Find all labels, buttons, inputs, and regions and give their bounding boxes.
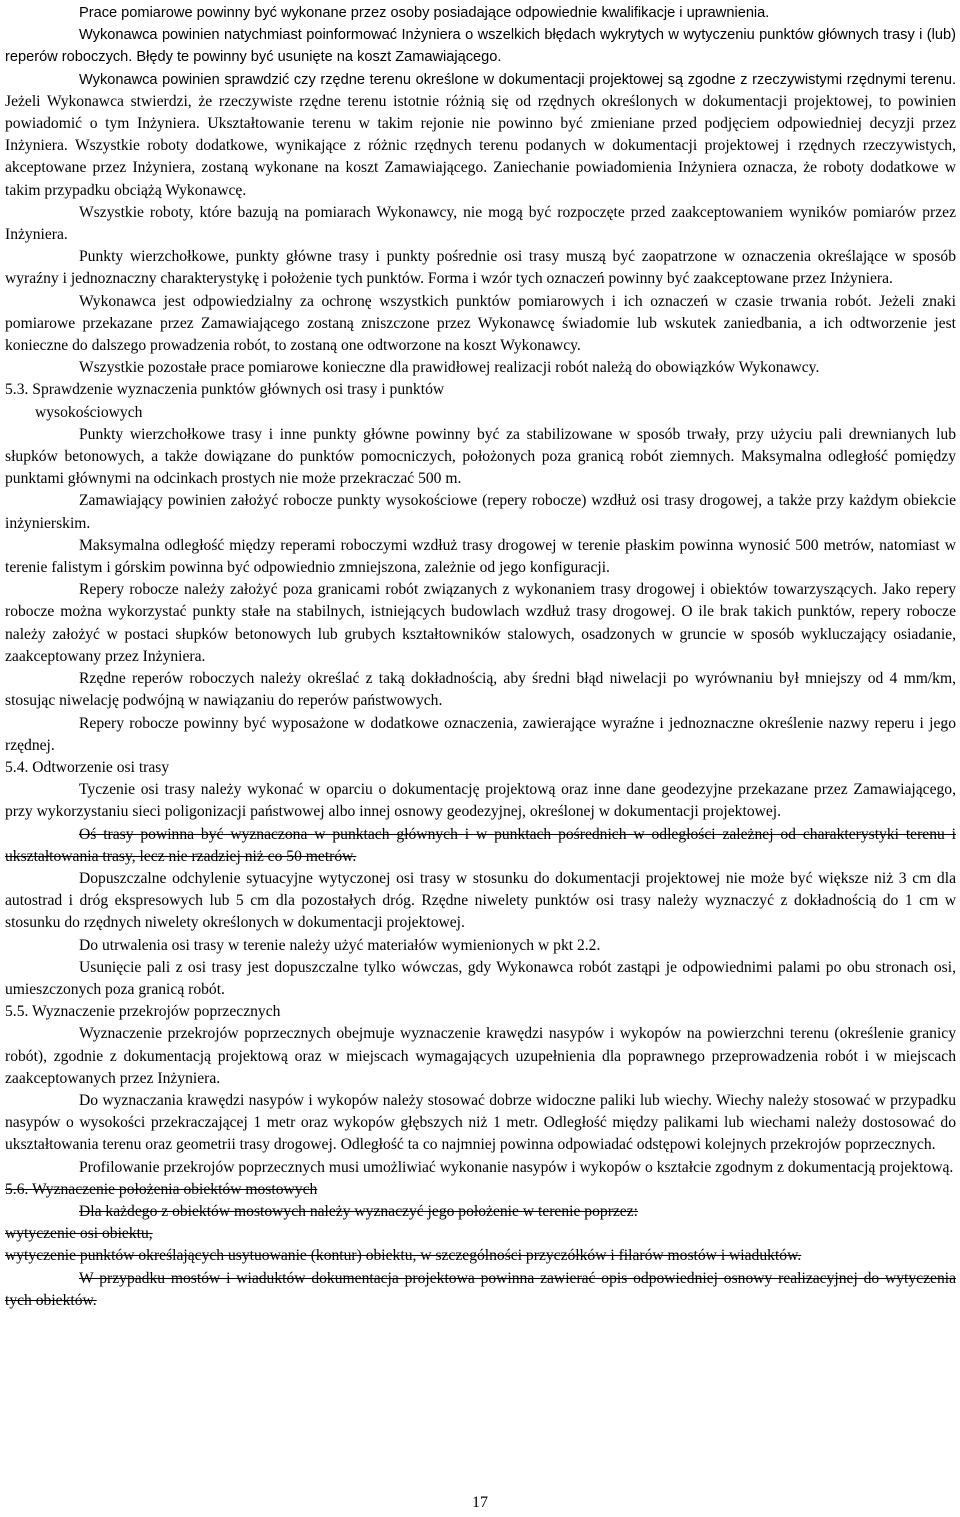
- paragraph: Wykonawca jest odpowiedzialny za ochronę wszystkich punktów pomiarowych i ich oznaczeń w czasie trwania robót. Jeżeli znaki pomiarowe przekazane przez Zamawiającego zostaną zniszczone przez Wykonawcę świadomie lub wskutek zaniedbania, a ich odtworzenie jest konieczne do dalszego prowadzenia robót, to zostaną one odtworzone na koszt Wykonawcy.: [5, 292, 956, 355]
- struck-paragraph: Dla każdego z obiektów mostowych należy wyznaczyć jego położenie w terenie poprzez:: [79, 1202, 638, 1220]
- paragraph: Tyczenie osi trasy należy wykonać w oparciu o dokumentację projektową oraz inne dane geodezyjne przekazane przez Zamawiającego, przy wykorzystaniu sieci poligonizacji państwowej albo innej osnowy geodezyjnej, określonej w dokumentacji projektowej.: [5, 781, 956, 821]
- paragraph: Zamawiający powinien założyć robocze punkty wysokościowe (repery robocze) wzdłuż osi trasy drogowej, a także przy każdym obiekcie inżynierskim.: [5, 492, 956, 532]
- paragraph: Dopuszczalne odchylenie sytuacyjne wytyczonej osi trasy w stosunku do dokumentacji projektowej nie może być większe niż 3 cm dla autostrad i dróg ekspresowych lub 5 cm dla pozostałych dróg. Rzędne niwelety punktów osi trasy należy wyznaczyć z dokładnością do 1 cm w stosunku do rzędnych niwelety określonych w dokumentacji projektowej.: [5, 869, 956, 932]
- struck-paragraph: W przypadku mostów i wiaduktów dokumentacja projektowa powinna zawierać opis odpowiedniej osnowy realizacyjnej do wytyczenia tych obiektów.: [5, 1269, 956, 1309]
- paragraph-text: Wykonawca powinien natychmiast poinformować Inżyniera o wszelkich błędach wykrytych w wytyczeniu punktów głównych trasy i (lub) reperów roboczych.: [5, 27, 956, 66]
- paragraph-text: Błędy te powinny być usunięte na koszt Zamawiającego.: [132, 49, 502, 66]
- section-heading: 5.5. Wyznaczenie przekrojów poprzecznych: [5, 1003, 281, 1021]
- paragraph: Wszystkie roboty, które bazują na pomiarach Wykonawcy, nie mogą być rozpoczęte przed zaakceptowaniem wyników pomiarów przez Inżyniera.: [5, 203, 956, 244]
- struck-list-item: wytyczenie punktów określających usytuowanie (kontur) obiektu, w szczególności przyczółków i filarów mostów i wiaduktów.: [5, 1247, 802, 1265]
- paragraph: Rzędne reperów roboczych należy określać z taką dokładnością, aby średni błąd niwelacji po wyrównaniu był mniejszy od 4 mm/km, stosując niwelację podwójną w nawiązaniu do reperów państwowych.: [5, 670, 956, 710]
- paragraph: Wyznaczenie przekrojów poprzecznych obejmuje wyznaczenie krawędzi nasypów i wykopów na powierzchni terenu (określenie granicy robót), zgodnie z dokumentacją projektową oraz w miejscach wymagających uzupełnienia dla poprawnego przeprowadzenia robót i w miejscach zaakceptowanych przez Inżyniera.: [5, 1025, 956, 1087]
- section-heading: 5.4. Odtworzenie osi trasy: [5, 758, 170, 776]
- paragraph-text: Wykonawca powinien sprawdzić czy rzędne terenu określone w dokumentacji projektowej są zgodne z rzeczywistymi rzędnymi terenu.: [79, 71, 956, 88]
- paragraph: Repery robocze należy założyć poza granicami robót związanych z wykonaniem trasy drogowej i obiektów towarzyszących. Jako repery robocze można wykorzystać punkty stałe na stabilnych, istniejących budowlach wzdłuż trasy drogowej. O ile brak takich punktów, repery robocze należy założyć w postaci słupków betonowych lub grubych kształtowników stalowych, osadzonych w gruncie w sposób wykluczający osiadanie, zaakceptowany przez Inżyniera.: [5, 581, 956, 665]
- struck-paragraph: Oś trasy powinna być wyznaczona w punktach głównych i w punktach pośrednich w odległości zależnej od charakterystyki terenu i ukształtowania trasy, lecz nie rzadziej niż co 50 metrów.: [5, 825, 956, 865]
- paragraph: Wszystkie pozostałe prace pomiarowe konieczne dla prawidłowej realizacji robót należą do obowiązków Wykonawcy.: [79, 359, 820, 377]
- section-heading-continued: wysokościowych: [35, 403, 143, 421]
- paragraph: Do utrwalenia osi trasy w terenie należy użyć materiałów wymienionych w pkt 2.2.: [79, 936, 601, 954]
- struck-section-heading: 5.6. Wyznaczenie położenia obiektów mostowych: [5, 1180, 318, 1198]
- paragraph: Profilowanie przekrojów poprzecznych musi umożliwiać wykonanie nasypów i wykopów o kształcie zgodnym z dokumentacją projektową.: [79, 1158, 954, 1176]
- paragraph: [5, 69, 956, 202]
- struck-list-item: wytyczenie osi obiektu,: [5, 1225, 153, 1243]
- paragraph: Punkty wierzchołkowe, punkty główne trasy i punkty pośrednie osi trasy muszą być zaopatrzone w oznaczenia określające w sposób wyraźny i jednoznaczny charakterystykę i położenie tych punktów. Forma i wzór tych oznaczeń powinny być zaakceptowane przez Inżyniera.: [5, 248, 956, 288]
- paragraph: Do wyznaczania krawędzi nasypów i wykopów należy stosować dobrze widoczne paliki lub wiechy. Wiechy należy stosować w przypadku nasypów o wysokości przekraczającej 1 metr oraz wykopów głębszych niż 1 metr. Odległość między palikami lub wiechami należy dostosować do ukształtowania terenu oraz geometrii trasy drogowej. Odległość ta co najmniej powinna odpowiadać odstępowi kolejnych przekrojów poprzecznych.: [5, 1091, 956, 1154]
- paragraph: [5, 24, 956, 68]
- section-heading: 5.3. Sprawdzenie wyznaczenia punktów głównych osi trasy i punktów: [5, 381, 445, 399]
- paragraph: Maksymalna odległość między reperami roboczymi wzdłuż trasy drogowej w terenie płaskim powinna wynosić 500 metrów, natomiast w terenie falistym i górskim powinna być odpowiednio zmniejszona, zależnie od jego konfiguracji.: [5, 536, 956, 577]
- paragraph-text: Jeżeli Wykonawca stwierdzi, że rzeczywiste rzędne terenu istotnie różnią się od rzędnych określonych w dokumentacji projektowej, to powinien powiadomić o tym Inżyniera. Ukształtowanie terenu w takim rejonie nie powinno być zmieniane przed podjęciem odpowiedniej decyzji przez Inżyniera. Wszystkie roboty dodatkowe, wynikające z różnic rzędnych terenu podanych w dokumentacji projektowej i rzędnych rzeczywistych, akceptowane przez Inżyniera, zostaną wykonane na koszt Zamawiającego. Zaniechanie powiadomienia Inżyniera oznacza, że roboty dodatkowe w takim przypadku obciążą Wykonawcę.: [5, 92, 956, 199]
- paragraph: Repery robocze powinny być wyposażone w dodatkowe oznaczenia, zawierające wyraźne i jednoznaczne określenie nazwy reperu i jego rzędnej.: [5, 714, 956, 754]
- paragraph: Usunięcie pali z osi trasy jest dopuszczalne tylko wówczas, gdy Wykonawca robót zastąpi je odpowiednimi palami po obu stronach osi, umieszczonych poza granicą robót.: [5, 958, 956, 998]
- document-page: [5, 2, 956, 1312]
- paragraph: Prace pomiarowe powinny być wykonane przez osoby posiadające odpowiednie kwalifikacje i uprawnienia.: [79, 5, 770, 21]
- page-number: 17: [472, 1494, 488, 1511]
- paragraph: Punkty wierzchołkowe trasy i inne punkty główne powinny być za stabilizowane w sposób trwały, przy użyciu pali drewnianych lub słupków betonowych, a także dowiązane do punktów pomocniczych, położonych poza granicą robót ziemnych. Maksymalna odległość pomiędzy punktami głównymi na odcinkach prostych nie może przekraczać 500 m.: [5, 425, 956, 488]
